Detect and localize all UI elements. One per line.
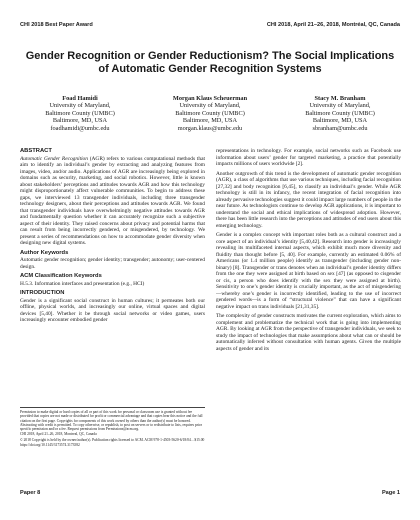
keywords-heading: Author Keywords (20, 249, 69, 256)
author-1 (20, 95, 140, 132)
conference-citation: CHI 2018, April 21–26, 2018, Montreal, QC, Canada (20, 432, 97, 437)
author-name: Stacy M. Branham (314, 95, 366, 102)
author-location: Baltimore, MD, USA (312, 117, 368, 125)
doi-link[interactable]: https://doi.org/10.1145/3173574.3173582 (20, 443, 80, 448)
running-header (20, 22, 400, 32)
paper-number: Paper 8 (20, 490, 41, 496)
introduction-heading: INTRODUCTION (20, 290, 65, 296)
copyright-notice: © 2018 Copyright is held by the owner/author(s). Publication rights licensed to ACM. ACM 978-1-4503-5620-6/18/04…$15.00 (20, 437, 205, 442)
header-award-label: CHI 2018 Best Paper Award (20, 22, 93, 28)
introduction-text: Gender is a significant social construct in human cultures; it permeates both our offline, physical worlds, and increasingly our online, virtual spaces and digital devices [5,40]. Whether it be through social networks or video games, users increasingly encounter embodied gender (20, 297, 205, 323)
paper-title: Gender Recognition or Gender Reductionism? The Social Implications of Automatic Gender Recognition Systems (25, 50, 395, 75)
body-paragraph: Another outgrowth of this trend is the development of automatic gender recognition (AGR), a class of algorithms that use various techniques, including facial recognition [27,32] and body recognition [6,45], to classify an individual’s gender. While AGR technology is still in its infancy, the recent integration of facial recognition into already pervasive technologies suggest it could impact large numbers of people in the near future. As technologists continue to develop AGR applications, it is important to understand the social and ethical implications of widespread adoption. However, there has been little research into the perceptions and attitudes of end users about this emerging technology. (216, 170, 401, 229)
abstract-body: (AGR) refers to various computational methods that aim to identify an individual’s gender by extracting and analyzing features from images, video, and/or audio. Applications of AGR are increasingly being explored in domains such as security, marketing, and social robotics. However, little is known about stakeholders’ perceptions and attitudes towards AGR and how this technology might disproportionately affect vulnerable communities. To begin to address these gaps, we interviewed 13 transgender individuals, including three transgender technology designers, about their perceptions and attitudes towards AGR. We found that transgender individuals have overwhelmingly negative attitudes towards AGR and fundamentally question whether it can accurately recognize such a subjective aspect of their identity. They raised concerns about privacy and potential harms that can result from being incorrectly gendered, or misgendered, by technology. We present a series of recommendations on how to accommodate gender diversity when designing new digital systems. (20, 155, 205, 246)
author-affiliation: University of Maryland, (309, 102, 371, 110)
permission-notice: Permission to make digital or hard copies of all or part of this work for personal or classroom use is granted without fee provided that copies are not made or distributed for profit or commercial advantage and that copies bear this notice and the full citation on the first page. Copyrights for components of this work owned by others than the author(s) must be honored. Abstracting with credit is permitted. To copy otherwise, or republish, to post on servers or to redistribute to lists, requires prior specific permission and/or a fee. Request permissions from Permissions@acm.org. (20, 410, 203, 432)
author-2 (150, 95, 270, 132)
copyright-footnote (20, 407, 205, 468)
author-affiliation: University of Maryland, (49, 102, 111, 110)
acm-heading: ACM Classification Keywords (20, 273, 102, 279)
abstract-heading: ABSTRACT (20, 148, 52, 154)
author-email: foadhamidi@umbc.edu (50, 124, 110, 132)
acm-text: H.5.3. Information interfaces and presentation (e.g., HCI) (20, 280, 145, 287)
page-number: Page 1 (381, 490, 400, 496)
author-name: Morgan Klaus Scheuerman (172, 95, 248, 102)
body-paragraph: representations in technology. For example, social networks such as Facebook use information about users’ gender for targeted marketing, a practice that potentially impacts millions of users worldwide [2]. (216, 148, 401, 167)
author-email: morgan.klaus@umbc.edu (177, 124, 243, 132)
author-affiliation: Baltimore County (UMBC) (175, 109, 245, 117)
author-affiliation: Baltimore County (UMBC) (305, 109, 375, 117)
abstract-lead: Automatic Gender Recognition (20, 155, 88, 162)
body-paragraph: Gender is a complex concept with important roles both as a cultural construct and a core aspect of an individual’s identity [5,40,42]. Research into gender is increasingly revealing its multifaceted internal aspects, which exhibit much more diversity and fluidity than thought before [5, 40]. For example, currently an estimated 0.06% of Americans (or 1.4 million people) identify as transgender (including gender non-binary) [8]. Transgender or trans denotes when an individual’s gender identity differs from the one they were assigned at birth based on sex [47] (as opposed to cisgender or cis, a person who does identify with the sex they were assigned at birth). Sensitivity to one’s gender identity is crucially important, as the act of misgendering—whereby one’s gender is incorrectly identified, leading to the use of incorrect gendered words—is a form of “structural violence” that can have a significant negative impact on trans individuals [21,31,35]. (216, 232, 401, 310)
author-location: Baltimore, MD, USA (52, 117, 108, 125)
body-paragraph: The complexity of gender constructs motivates the current exploration, which aims to complement and problematize the technical work that is going into implementing AGR. By looking at AGR from the perspective of transgender individuals, we seek to study the impact of technologies that make assumptions about what can or should be automatically inferred without consultation with human agents. Given the multiple aspects of gender and its (216, 313, 401, 352)
author-email: sbranham@umbc.edu (312, 124, 368, 132)
author-name: Foad Hamidi (62, 95, 98, 102)
author-3 (280, 95, 400, 132)
author-affiliation: Baltimore County (UMBC) (45, 109, 115, 117)
right-column (216, 148, 401, 466)
header-conference-label: CHI 2018, April 21–26, 2018, Montréal, QC, Canada (266, 22, 400, 28)
abstract-text (20, 156, 205, 247)
keywords-text: Automatic gender recognition; gender identity; transgender; autonomy; user-centered design. (20, 257, 205, 270)
author-block (20, 95, 400, 137)
author-location: Baltimore, MD, USA (182, 117, 238, 125)
author-affiliation: University of Maryland, (179, 102, 241, 110)
